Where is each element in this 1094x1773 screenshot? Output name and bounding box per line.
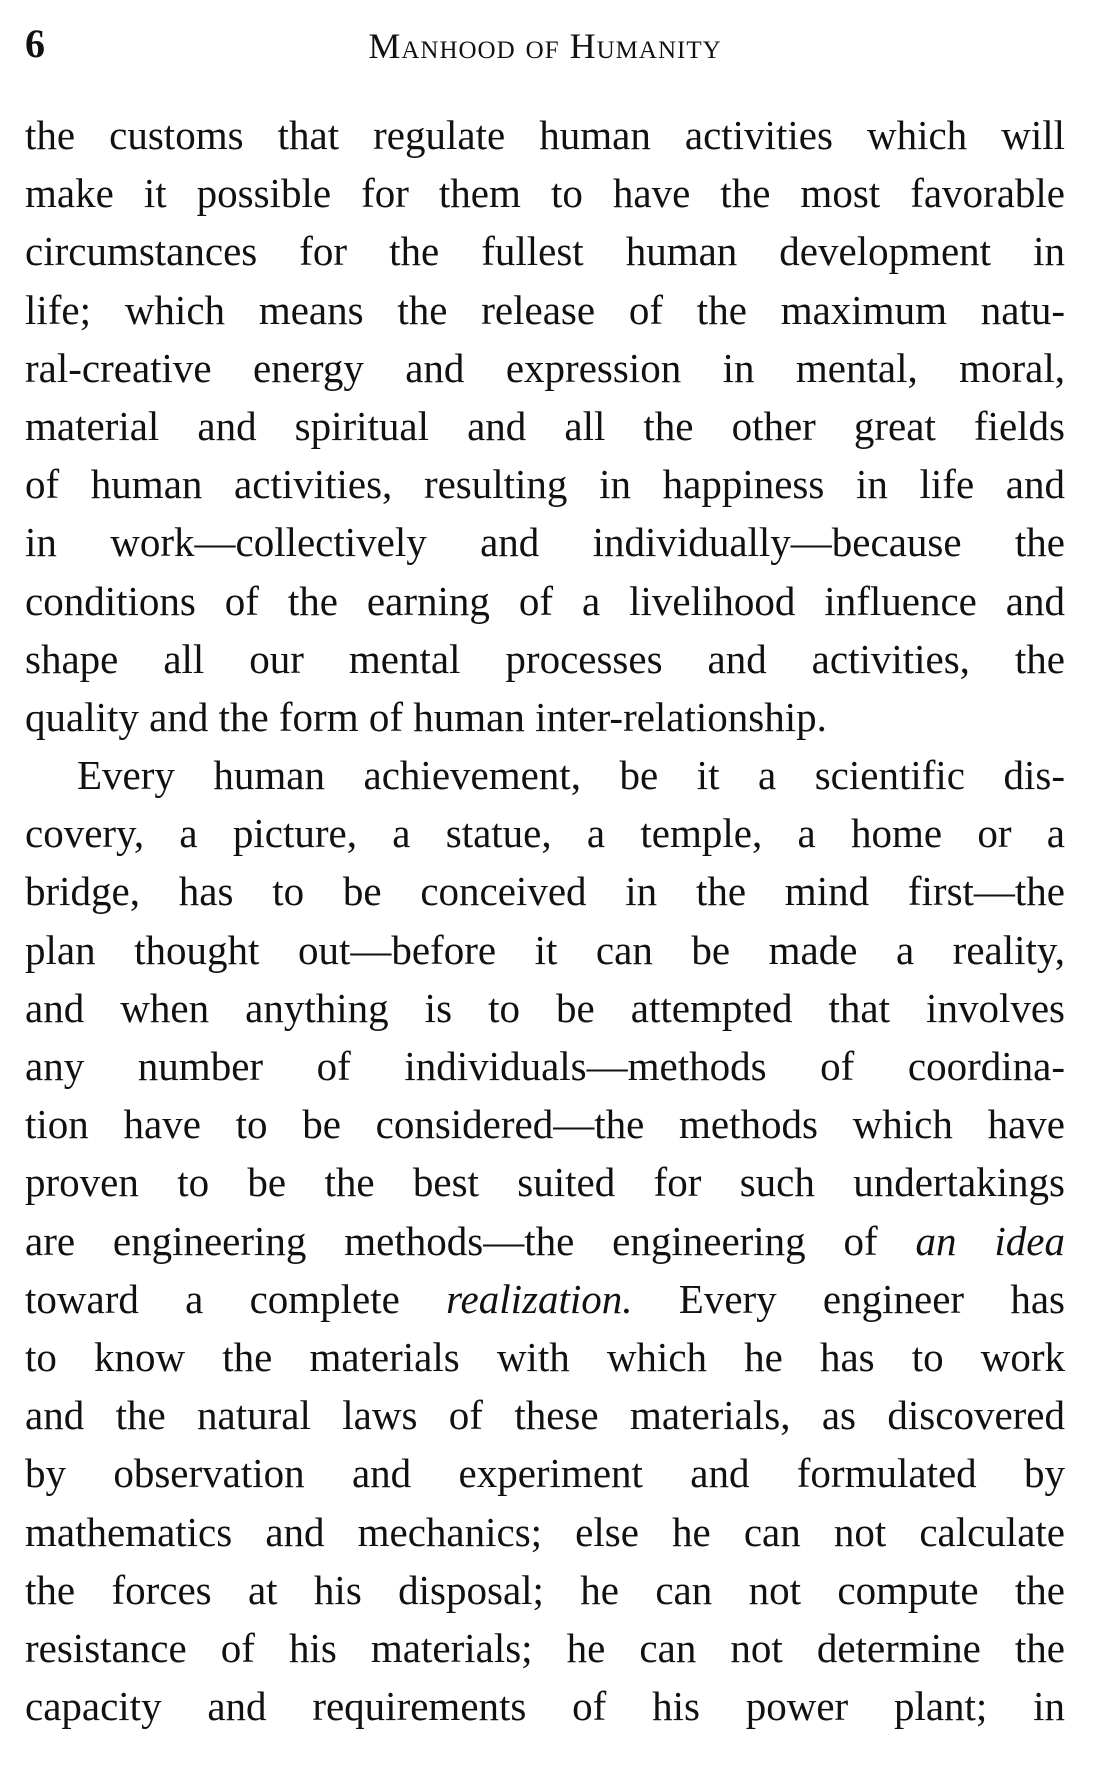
text-line: and when anything is to be attempted that involves xyxy=(25,984,1065,1031)
text-line: shape all our mental processes and activities, the xyxy=(25,635,1065,682)
text-line: ral-creative energy and expression in mental, moral, xyxy=(25,344,1065,391)
text-line: conditions of the earning of a livelihood influence and xyxy=(25,577,1065,624)
text-segment: toward a complete xyxy=(25,1275,447,1322)
text-line: any number of individuals—methods of coordina- xyxy=(25,1043,1065,1089)
text-line: plan thought out—before it can be made a reality, xyxy=(25,926,1065,973)
text-segment: Every engineer has xyxy=(632,1275,1065,1322)
text-line: of human activities, resulting in happiness in life and xyxy=(25,461,1065,508)
book-page xyxy=(25,0,1065,1773)
page-header xyxy=(25,20,1065,90)
text-line: in work—collectively and individually—because the xyxy=(25,519,1065,566)
text-line xyxy=(25,1212,1065,1270)
text-line: mathematics and mechanics; else he can not calculate xyxy=(25,1508,1065,1555)
text-line: material and spiritual and all the other great fields xyxy=(25,402,1065,449)
text-line: the customs that regulate human activities which will xyxy=(25,112,1065,158)
text-line: capacity and requirements of his power plant; in xyxy=(25,1683,1065,1730)
body-text xyxy=(25,106,1065,1735)
page-number: 6 xyxy=(25,21,45,66)
text-line: the forces at his disposal; he can not compute the xyxy=(25,1566,1065,1613)
text-line: resistance of his materials; he can not determine the xyxy=(25,1624,1065,1671)
italic-phrase: an idea xyxy=(915,1217,1065,1264)
text-line: life; which means the release of the maximum natu- xyxy=(25,286,1065,333)
text-line: tion have to be considered—the methods which have xyxy=(25,1101,1065,1148)
text-segment: are engineering methods—the engineering of xyxy=(25,1217,916,1264)
italic-phrase: realization. xyxy=(446,1275,633,1322)
text-line: covery, a picture, a statue, a temple, a home or a xyxy=(25,810,1065,857)
text-line: bridge, has to be conceived in the mind first—the xyxy=(25,868,1065,915)
text-line: make it possible for them to have the most favorable xyxy=(25,170,1065,217)
text-line xyxy=(25,1270,1065,1328)
text-line: quality and the form of human inter-relationship. xyxy=(25,693,827,740)
text-line: proven to be the best suited for such undertakings xyxy=(25,1159,1065,1206)
text-line: circumstances for the fullest human development in xyxy=(25,228,1065,275)
running-head-title: Manhood of Humanity xyxy=(368,26,722,66)
text-line: Every human achievement, be it a scientific dis- xyxy=(77,752,1065,799)
text-line: to know the materials with which he has to work xyxy=(25,1333,1065,1380)
text-line: and the natural laws of these materials, as discovered xyxy=(25,1392,1065,1439)
text-line: by observation and experiment and formulated by xyxy=(25,1450,1065,1497)
